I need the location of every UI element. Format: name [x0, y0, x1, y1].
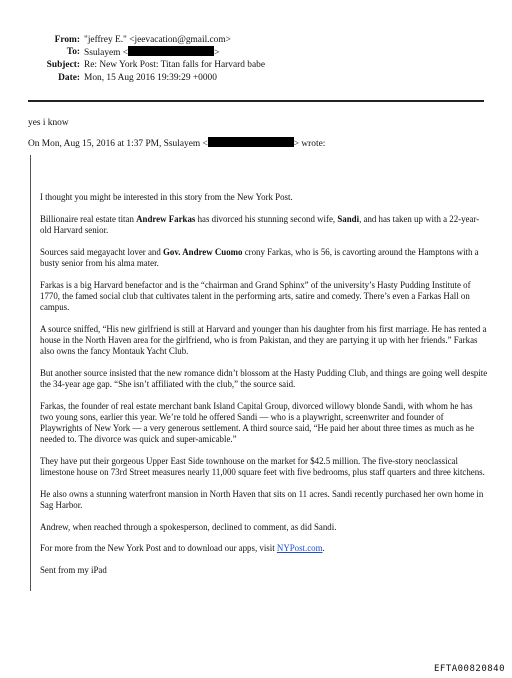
from-value: "jeffrey E." <jeevacation@gmail.com> [84, 35, 231, 45]
signature-line: Sent from my iPad [40, 565, 107, 576]
attribution-suffix: > wrote: [293, 139, 326, 149]
quoted-paragraph: They have put their gorgeous Upper East Side townhouse on the market for $42.5 million. The five-story neoclassical limestone house on 73rd Street measures nearly 11,000 square feet with five bedrooms, plus staff quarters and three kitchens. [40, 455, 485, 478]
quote-bar [30, 155, 31, 591]
reply-text: yes i know [28, 118, 69, 128]
to-value [84, 46, 219, 59]
quoted-paragraph: Sources said megayacht lover and Gov. Andrew Cuomo crony Farkas, who is 56, is cavorting around the Hamptons with a busty senior from his alma mater. [40, 246, 479, 268]
quoted-paragraph: For more from the New York Post and to download our apps, visit NYPost.com. [40, 543, 325, 554]
header-divider [28, 100, 484, 102]
subject-label: Subject: [46, 60, 80, 70]
reply-attribution [28, 137, 325, 150]
date-label: Date: [58, 73, 80, 83]
to-value-prefix: Ssulayem < [84, 48, 129, 58]
from-label: From: [54, 35, 80, 45]
redaction-box [128, 46, 214, 56]
quoted-paragraph: He also owns a stunning waterfront mansion in North Haven that sits on 11 acres. Sandi recently purchased her own home in Sag Harbor. [40, 488, 484, 511]
date-value: Mon, 15 Aug 2016 19:39:29 +0000 [84, 73, 217, 83]
quoted-paragraph: Andrew, when reached through a spokesperson, declined to comment, as did Sandi. [40, 521, 337, 532]
to-value-suffix: > [214, 48, 220, 58]
quoted-message [40, 192, 488, 587]
quoted-paragraph: Billionaire real estate titan Andrew Farkas has divorced his stunning second wife, Sandi, and has taken up with a 22-year-old Harvard senior. [40, 213, 480, 235]
quoted-paragraph: I thought you might be interested in this story from the New York Post. [40, 192, 293, 202]
quoted-paragraph: But another source insisted that the new romance didn’t blossom at the Hasty Pudding Club, and things are going well despite the 34-year age gap. “She isn’t affiliated with the club,” the source said. [40, 367, 488, 389]
nypost-link[interactable]: NYPost.com [276, 543, 323, 554]
document-id: EFTA00820840 [433, 664, 505, 674]
to-label: To: [66, 47, 80, 57]
quoted-paragraph: Farkas, the founder of real estate merchant bank Island Capital Group, divorced willowy blonde Sandi, with whom he has two young sons, earlier this year. We’re told he offered Sandi — who is a playwright, screenwriter and founder of Playwrights of New York — a very generous settlement. A third source said, “He paid her about three times as much as he needed to. The divorce was quick and super-amicable.” [40, 400, 475, 445]
redaction-box [208, 137, 294, 147]
quoted-paragraph: Farkas is a big Harvard benefactor and is the “chairman and Grand Sphinx” of the university’s Hasty Pudding Institute of 1770, the famed social club that cultivates talent in the performing arts, satire and comedy. There’s even a Farkas Hall on campus. [40, 279, 471, 312]
quoted-paragraph: A source sniffed, “His new girlfriend is still at Harvard and younger than his daughter from his first marriage. He has rented a house in the North Haven area for the girlfriend, who is from Pakistan, and they are partying it up with her friends.” Farkas also owns the fancy Montauk Yacht Club. [40, 323, 487, 357]
attribution-prefix: On Mon, Aug 15, 2016 at 1:37 PM, Ssulayem < [28, 139, 208, 149]
subject-value: Re: New York Post: Titan falls for Harvard babe [84, 60, 265, 70]
